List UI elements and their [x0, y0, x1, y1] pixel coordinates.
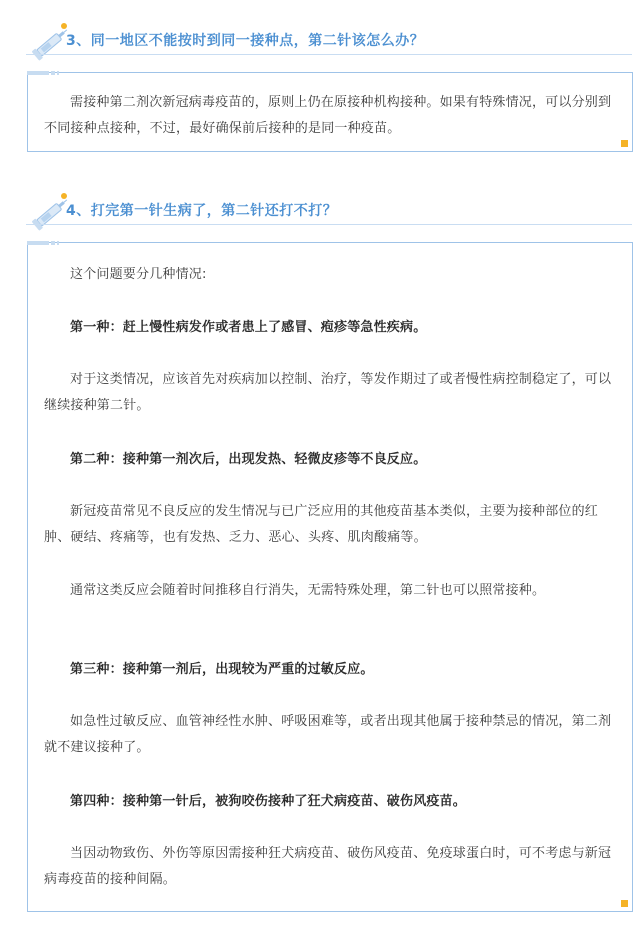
paragraph: 对于这类情况，应该首先对疾病加以控制、治疗，等发作期过了或者慢性病控制稳定了，可以继续接种第二针。: [44, 372, 612, 413]
paragraph: 需接种第二剂次新冠病毒疫苗的，原则上仍在原接种机构接种。如果有特殊情况，可以分别到不同接种点接种，不过，最好确保前后接种的是同一种疫苗。: [44, 95, 612, 136]
paragraph: 通常这类反应会随着时间推移自行消失，无需特殊处理，第二针也可以照常接种。: [70, 583, 546, 598]
case-heading: 第三种：接种第一剂后，出现较为严重的过敏反应。: [70, 662, 374, 677]
case-heading: 第一种：赶上慢性病发作或者患上了感冒、疱疹等急性疾病。: [70, 320, 427, 335]
section-4-header: [18, 192, 628, 232]
paragraph: 如急性过敏反应、血管神经性水肿、呼吸困难等，或者出现其他属于接种禁忌的情况，第二剂就不建议接种了。: [44, 714, 612, 755]
section-3-header: [18, 22, 628, 62]
box-tab-decoration: [27, 68, 67, 78]
corner-marker: [621, 140, 628, 147]
section-title: 3、同一地区不能按时到同一接种点，第二针该怎么办？: [66, 33, 425, 49]
paragraph: 新冠疫苗常见不良反应的发生情况与已广泛应用的其他疫苗基本类似，主要为接种部位的红肿、硬结、疼痛等，也有发热、乏力、恶心、头疼、肌肉酸痛等。: [44, 504, 599, 545]
case-heading: 第四种：接种第一针后，被狗咬伤接种了狂犬病疫苗、破伤风疫苗。: [70, 794, 467, 809]
section-title: 4、打完第一针生病了，第二针还打不打？: [66, 203, 338, 219]
paragraph: 这个问题要分几种情况:: [70, 267, 207, 282]
header-divider: [26, 224, 632, 225]
case-heading: 第二种：接种第一剂次后，出现发热、轻微皮疹等不良反应。: [70, 452, 427, 467]
corner-marker: [621, 900, 628, 907]
paragraph: 当因动物致伤、外伤等原因需接种狂犬病疫苗、破伤风疫苗、免疫球蛋白时，可不考虑与新冠病毒疫苗的接种间隔。: [44, 846, 612, 887]
box-tab-decoration: [27, 238, 67, 248]
header-divider: [26, 54, 632, 55]
